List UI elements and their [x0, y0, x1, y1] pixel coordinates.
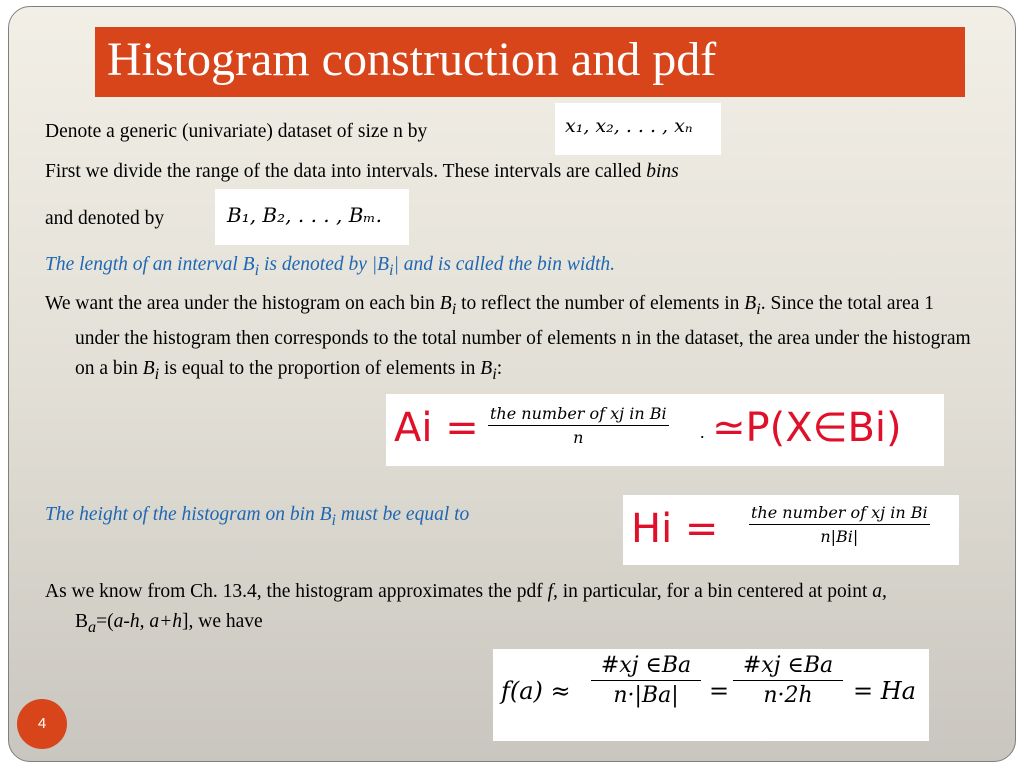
- subscript-i: i: [331, 510, 337, 529]
- slide-title: Histogram construction and pdf: [107, 33, 717, 86]
- area-text-a: We want the area under the histogram on each bin: [45, 293, 440, 314]
- slide: [8, 6, 1016, 762]
- bin-width-text-b: is denoted by |B: [259, 254, 390, 275]
- area-text-b: to reflect the number of elements in: [456, 293, 745, 314]
- subscript-i: i: [154, 364, 160, 383]
- interval: a-h, a+h: [113, 611, 183, 632]
- pdf-fraction-1: [591, 653, 701, 708]
- bins-formula: B₁, B₂, . . . , Bₘ.: [227, 203, 383, 227]
- height-fraction: [749, 503, 930, 546]
- bin-width-line: [45, 250, 615, 285]
- bins-line-text: First we divide the range of the data into intervals. These intervals are called: [45, 161, 647, 182]
- dataset-formula-image: [555, 103, 721, 155]
- pdf-f: f: [547, 581, 554, 602]
- bin-var: B: [439, 293, 452, 314]
- pdf-fraction-2-denominator: n·2h: [763, 683, 813, 708]
- bins-line: [45, 157, 679, 187]
- area-text-e: :: [496, 357, 503, 379]
- area-paragraph: [45, 289, 975, 389]
- pdf-text-b: , in particular, for a bin centered at point: [553, 581, 873, 602]
- pdf-text-a: As we know from Ch. 13.4, the histogram approximates the pdf: [45, 581, 548, 602]
- area-fraction: [488, 404, 669, 447]
- area-fraction-denominator: n: [573, 428, 584, 447]
- title-bar: [95, 27, 965, 97]
- bins-term: bins: [646, 161, 679, 182]
- subscript-i: i: [451, 299, 457, 318]
- dataset-text: Denote a generic (univariate) dataset of size n by: [45, 121, 428, 142]
- denoted-line: [45, 204, 164, 234]
- height-text-a: The height of the histogram on bin B: [45, 504, 332, 525]
- bin-var: B: [480, 357, 493, 379]
- page-number-badge: 4: [17, 699, 67, 749]
- pdf-text-d: =(: [96, 611, 114, 632]
- denoted-text: and denoted by: [45, 208, 165, 229]
- pdf-text-c: B: [75, 611, 89, 632]
- subscript-i: i: [492, 364, 497, 383]
- height-text-b: must be equal to: [336, 504, 470, 525]
- pdf-fraction-2-numerator: #xj ∈Ba: [733, 653, 843, 681]
- bins-formula-image: [215, 189, 409, 245]
- subscript-a: a: [88, 617, 97, 636]
- pdf-fraction-2: [733, 653, 843, 708]
- subscript-i: i: [756, 299, 761, 318]
- subscript-i: i: [254, 260, 260, 279]
- area-fraction-numerator: the number of xj in Bi: [488, 404, 669, 426]
- area-formula-image: [386, 394, 944, 466]
- bin-var: B: [142, 357, 155, 379]
- pdf-formula-rhs: = Ha: [853, 677, 916, 705]
- height-handwritten-lhs: Hi =: [631, 506, 719, 552]
- area-text-c: . Since the total area 1 under the histogram then corresponds to the total number of elements n in the dataset, the area under the histogram on a bin: [75, 293, 971, 379]
- pdf-fraction-1-denominator: n·|Ba|: [613, 683, 679, 708]
- bin-var: B: [744, 293, 757, 314]
- bin-width-text-a: The length of an interval B: [45, 254, 255, 275]
- area-text-d: is equal to the proportion of elements in: [159, 357, 481, 379]
- area-handwritten-rhs: ≃P(X∈Bi): [712, 405, 902, 451]
- dataset-line: [45, 117, 427, 147]
- height-formula-image: [623, 495, 959, 565]
- bin-width-text-c: | and is called the bin width.: [393, 254, 616, 275]
- dataset-formula: x₁, x₂, . . . , xₙ: [565, 115, 693, 137]
- subscript-i: i: [389, 260, 394, 279]
- height-fraction-numerator: the number of xj in Bi: [749, 503, 930, 525]
- area-handwritten-lhs: Ai =: [394, 405, 479, 451]
- point-a: a,: [872, 581, 887, 602]
- pdf-formula-lhs: f(a) ≈: [501, 677, 571, 705]
- pdf-paragraph: [45, 577, 915, 642]
- pdf-formula-image: [493, 649, 929, 741]
- pdf-equals: =: [709, 677, 730, 705]
- area-dot: .: [700, 422, 705, 442]
- pdf-fraction-1-numerator: #xj ∈Ba: [591, 653, 701, 681]
- pdf-text-e: ], we have: [182, 611, 263, 632]
- height-line: [45, 500, 469, 535]
- height-fraction-denominator: n|Bi|: [820, 527, 859, 546]
